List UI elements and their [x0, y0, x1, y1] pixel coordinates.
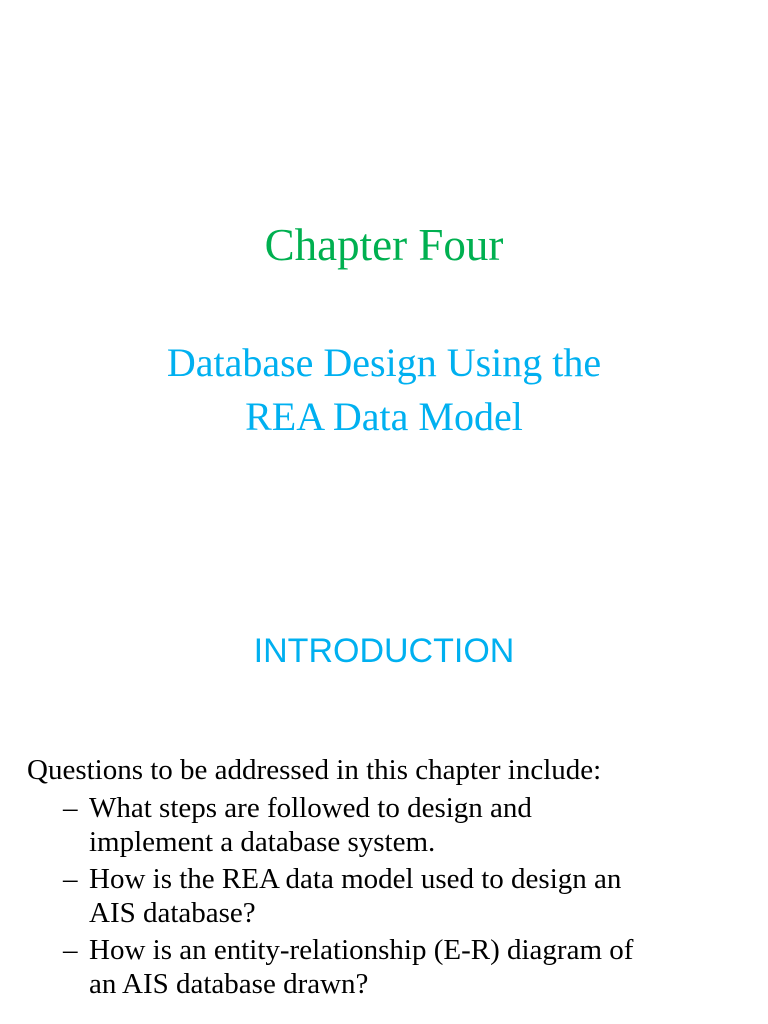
bullet-line: How is an entity-relationship (E-R) diagram of	[89, 934, 634, 966]
bullet-text	[89, 933, 757, 1001]
chapter-subtitle	[0, 336, 768, 444]
bullet-text	[89, 791, 757, 859]
bullet-line: AIS database?	[89, 897, 256, 929]
list-item	[27, 791, 757, 859]
bullet-line: an AIS database drawn?	[89, 968, 369, 1000]
list-item	[27, 933, 757, 1001]
question-list	[27, 791, 757, 1001]
subtitle-line-2: REA Data Model	[245, 394, 523, 439]
intro-body	[27, 752, 757, 1001]
bullet-line: How is the REA data model used to design an	[89, 863, 622, 895]
list-item	[27, 862, 757, 930]
chapter-title: Chapter Four	[264, 220, 504, 270]
bullet-text	[89, 862, 757, 930]
bullet-line: What steps are followed to design and	[89, 792, 532, 824]
bullet-dash: –	[63, 863, 78, 895]
intro-lead-text: Questions to be addressed in this chapter include:	[27, 754, 602, 786]
subtitle-line-1: Database Design Using the	[166, 340, 602, 385]
bullet-dash: –	[63, 934, 78, 966]
bullet-line: implement a database system.	[89, 826, 436, 858]
section-heading: INTRODUCTION	[253, 632, 515, 670]
bullet-dash: –	[63, 792, 78, 824]
